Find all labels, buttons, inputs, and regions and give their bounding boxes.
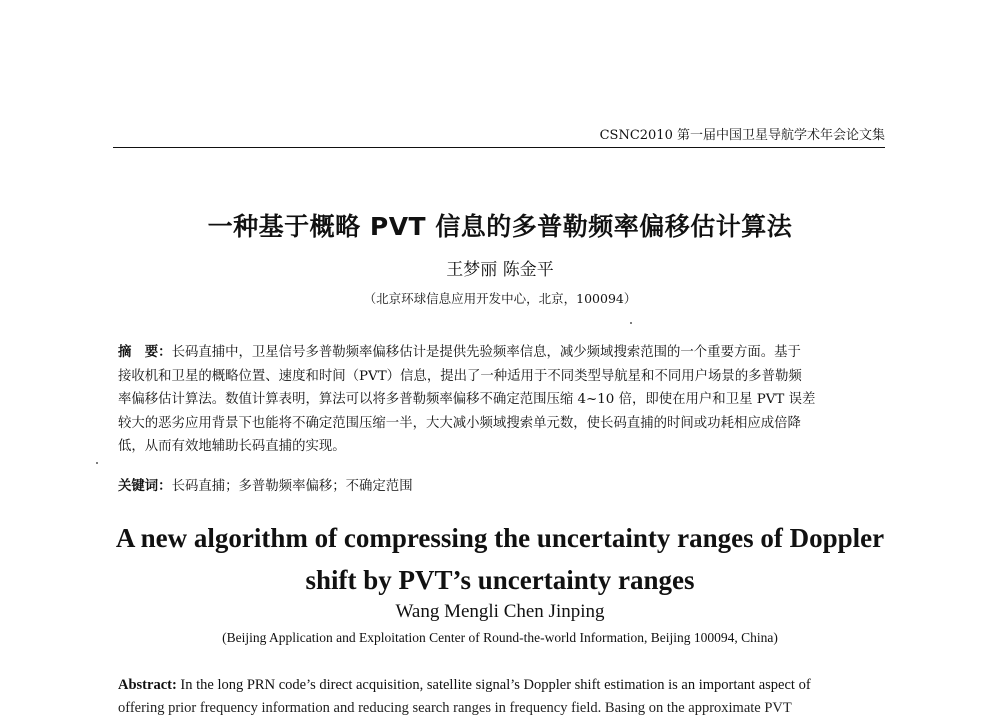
chinese-keywords-text: 长码直捕；多普勒频率偏移；不确定范围 bbox=[171, 479, 413, 494]
chinese-abstract-label: 摘 要： bbox=[118, 344, 172, 360]
english-title-line-1: A new algorithm of compressing the uncertainty ranges of Doppler bbox=[115, 523, 885, 553]
english-title bbox=[0, 517, 1000, 601]
chinese-abstract-line: 率偏移估计算法。数值计算表明，算法可以将多普勒频率偏移不确定范围压缩 4~10 倍，即使在用户和卫星 PVT 误差 bbox=[118, 392, 816, 408]
chinese-abstract-line: 低，从而有效地辅助长码直捕的实现。 bbox=[118, 439, 346, 455]
chinese-abstract bbox=[118, 341, 885, 459]
english-authors: Wang Mengli Chen Jinping bbox=[395, 601, 605, 622]
header-rule bbox=[113, 147, 885, 148]
chinese-abstract-line: 较大的恶劣应用背景下也能将不确定范围压缩一半，大大减小频域搜索单元数，使长码直捕的时间或功耗相应成倍降 bbox=[118, 415, 801, 431]
chinese-affiliation: （北京环球信息应用开发中心，北京，100094） bbox=[363, 291, 637, 306]
chinese-abstract-line: 接收机和卫星的概略位置、速度和时间（PVT）信息，提出了一种适用于不同类型导航星和不同用户场景的多普勒频 bbox=[118, 368, 802, 384]
scan-speck bbox=[630, 322, 632, 324]
english-abstract-line-2-cropped: offering prior frequency information and reducing search ranges in frequency field. Basing on the approximate PVT bbox=[118, 700, 792, 716]
english-abstract-label: Abstract: bbox=[118, 677, 177, 693]
english-abstract-line-1: Abstract: In the long PRN code’s direct acquisition, satellite signal’s Doppler shift estimation is an important aspect of bbox=[118, 677, 811, 693]
chinese-title: 一种基于概略 PVT 信息的多普勒频率偏移估计算法 bbox=[207, 212, 793, 241]
english-affiliation: (Beijing Application and Exploitation Center of Round-the-world Information, Beijing 100094, China) bbox=[222, 630, 778, 645]
chinese-authors: 王梦丽 陈金平 bbox=[446, 260, 554, 280]
chinese-abstract-line: 摘 要：长码直捕中，卫星信号多普勒频率偏移估计是提供先验频率信息，减少频域搜索范围的一个重要方面。基于 bbox=[118, 344, 801, 360]
scan-speck bbox=[96, 462, 98, 464]
chinese-keywords-label: 关键词： bbox=[118, 478, 172, 494]
english-title-line-2: shift by PVT’s uncertainty ranges bbox=[305, 565, 695, 595]
running-header: CSNC2010 第一届中国卫星导航学术年会论文集 bbox=[599, 128, 885, 143]
chinese-keywords bbox=[118, 475, 413, 494]
